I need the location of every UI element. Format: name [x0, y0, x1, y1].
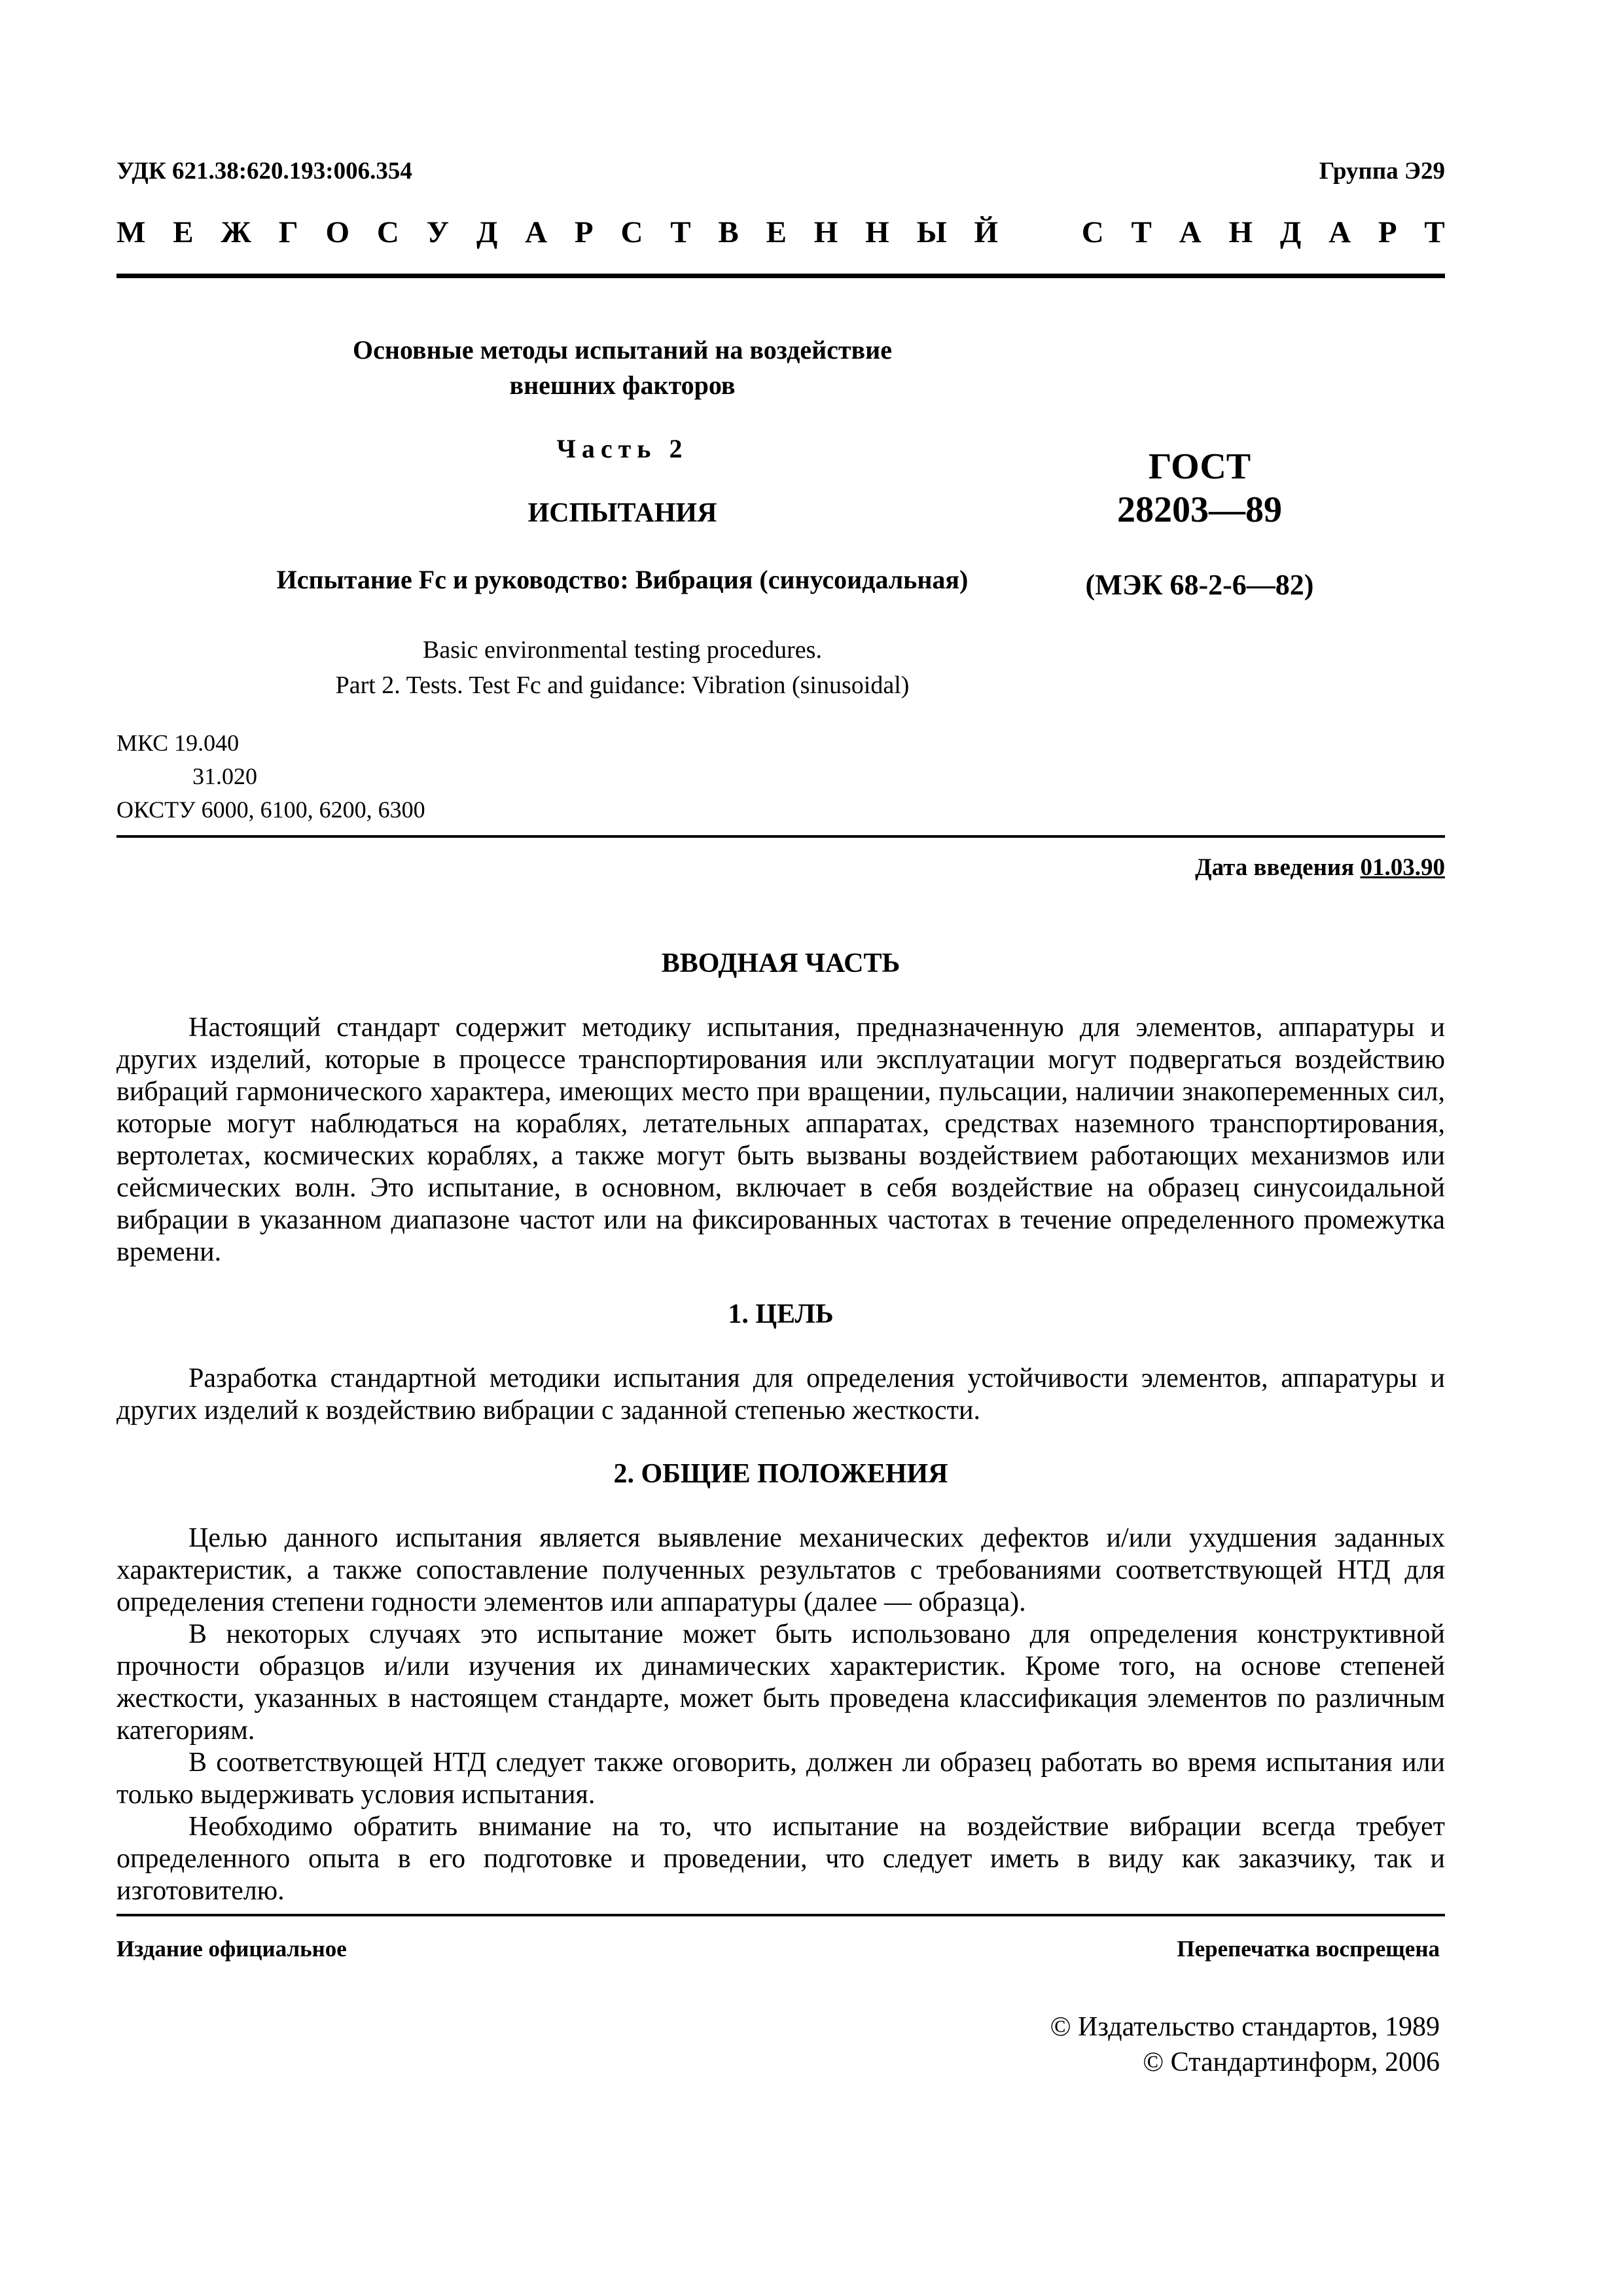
banner-letter: Д	[1279, 215, 1302, 249]
banner-letter: Й	[974, 215, 999, 249]
banner-letter: О	[325, 215, 349, 249]
banner-letter: В	[718, 215, 739, 249]
reprint-notice: Перепечатка воспрещена	[1177, 1936, 1440, 1962]
banner-letter: Т	[1424, 215, 1445, 249]
gost-designation	[1052, 445, 1347, 531]
banner-letter: Н	[865, 215, 889, 249]
classification-rule	[116, 835, 1445, 838]
section-name: ИСПЫТАНИЯ	[527, 498, 717, 528]
banner-letter: Г	[278, 215, 298, 249]
banner-letter: М	[116, 215, 146, 249]
section-2-body	[116, 1522, 1445, 1907]
title-main	[154, 332, 1090, 403]
section-1-paragraph: Разработка стандартной методики испытания для определения устойчивости элементов, аппаратуры и других изделий к воздействию вибрации с заданной степенью жесткости.	[116, 1363, 1445, 1426]
udk-code: УДК 621.38:620.193:006.354	[116, 158, 412, 185]
banner-letter: Ж	[221, 215, 251, 249]
banner-letter: С	[620, 215, 643, 249]
english-line-1: Basic environmental testing procedures.	[423, 636, 822, 664]
part-label: Часть 2	[556, 434, 688, 463]
subtitle: Испытание Fc и руководство: Вибрация (синусоидальная)	[276, 565, 969, 594]
mks-code-1: МКС 19.040	[116, 730, 240, 756]
copyright-1: © Издательство стандартов, 1989	[1050, 2012, 1440, 2042]
section-2-paragraph-3: В соответствующей НТД следует также оговорить, должен ли образец работать во время испытания или только выдерживать условия испытания.	[116, 1748, 1445, 1810]
section-1-body	[116, 1363, 1445, 1427]
okstu-codes: ОКСТУ 6000, 6100, 6200, 6300	[116, 797, 425, 823]
intro-body	[116, 1012, 1445, 1268]
intro-heading: ВВОДНАЯ ЧАСТЬ	[661, 948, 901, 978]
header-rule	[116, 274, 1445, 278]
iec-designation: (МЭК 68-2-6—82)	[1085, 569, 1314, 601]
banner-letter: Т	[670, 215, 691, 249]
banner-letter: Т	[1131, 215, 1152, 249]
section-1-heading: 1. ЦЕЛЬ	[728, 1299, 834, 1329]
date-value: 01.03.90	[1360, 854, 1445, 881]
section-2-paragraph-4: Необходимо обратить внимание на то, что испытание на воздействие вибрации всегда требует определенного опыта в его подготовке и проведении, что следует иметь в виду как заказчику, так и изготовителю.	[116, 1812, 1445, 1906]
banner-letter: С	[376, 215, 399, 249]
banner-letter: У	[426, 215, 450, 249]
banner-letter: Н	[813, 215, 838, 249]
footer-rule	[116, 1914, 1445, 1916]
intro-paragraph: Настоящий стандарт содержит методику испытания, предназначенную для элементов, аппаратуры и других изделий, которые в процессе транспортирования или эксплуатации могут подвергаться воздействию вибраций гармонического характера, имеющих место при вращении, пульсации, наличии знакопеременных сил, которые могут наблюдаться на кораблях, летательных аппаратах, средствах наземного транспортирования, вертолетах, космических кораблях, а также могут быть вызваны воздействием работающих механизмов или сейсмических волн. Это испытание, в основном, включает в себя воздействие на образец синусоидальной вибрации в указанном диапазоне частот или на фиксированных частотах в течение определенного промежутка времени.	[116, 1013, 1445, 1267]
english-line-2: Part 2. Tests. Test Fc and guidance: Vibration (sinusoidal)	[335, 672, 910, 699]
section-2-heading: 2. ОБЩИЕ ПОЛОЖЕНИЯ	[613, 1459, 948, 1489]
copyright-block	[1050, 2009, 1440, 2080]
banner-letter: Н	[1228, 215, 1253, 249]
banner-letter: А	[1329, 215, 1351, 249]
banner-letter: Р	[574, 215, 594, 249]
banner-letter: С	[1081, 215, 1104, 249]
group-code: Группа Э29	[1319, 158, 1445, 185]
gost-number: 28203—89	[1117, 490, 1282, 530]
interstate-standard-banner	[116, 215, 1445, 250]
banner-letter: Ы	[916, 215, 947, 249]
section-2-paragraph-1: Целью данного испытания является выявление механических дефектов и/или ухудшения заданных характеристик, а также сопоставление полученных результатов с требованиями соответствующей НТД для определения степени годности элементов или аппаратуры (далее — образца).	[116, 1523, 1445, 1617]
copyright-2: © Стандартинформ, 2006	[1143, 2047, 1440, 2077]
section-2-paragraph-2: В некоторых случаях это испытание может быть использовано для определения конструктивной прочности образцов и/или изучения их динамических характеристик. Кроме того, на основе степеней жесткости, указанных в настоящем стандарте, может быть проведена классификация элементов по различным категориям.	[116, 1619, 1445, 1746]
banner-letter: А	[525, 215, 548, 249]
official-edition: Издание официальное	[116, 1936, 347, 1962]
effective-date	[1195, 853, 1445, 882]
mks-code-2: 31.020	[192, 763, 257, 789]
gost-label: ГОСТ	[1148, 446, 1251, 487]
title-line-2: внешних факторов	[509, 370, 736, 400]
title-line-1: Основные методы испытаний на воздействие	[353, 335, 892, 365]
english-title	[154, 632, 1090, 703]
banner-letter: Д	[476, 215, 498, 249]
date-label: Дата введения	[1195, 854, 1355, 881]
banner-letter: А	[1179, 215, 1202, 249]
banner-letter: Е	[173, 215, 194, 249]
banner-letter: Р	[1378, 215, 1397, 249]
banner-gap	[1026, 215, 1054, 250]
banner-letter: Е	[766, 215, 787, 249]
